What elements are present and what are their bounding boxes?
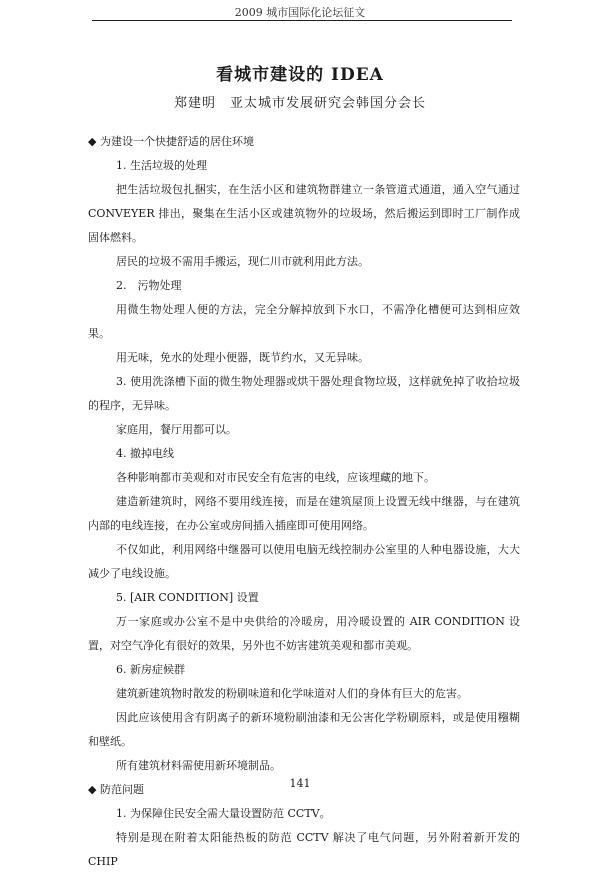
- paragraph: 把生活垃圾包扎捆实，在生活小区和建筑物群建立一条管道式通道，通入空气通过CONVEYER 排出，聚集在生活小区或建筑物外的垃圾场，然后搬运到即时工厂制作成固体燃料。: [88, 183, 520, 244]
- paragraph: 万一家庭或办公室不是中央供给的冷暖房，用冷暖设置的 AIR CONDITION 设置，对空气净化有很好的效果，另外也不妨害建筑美观和都市美观。: [88, 615, 520, 652]
- paragraph: 建造新建筑时，网络不要用线连接，而是在建筑屋顶上设置无线中继器，与在建筑内部的电线连接，在办公室或房间插入插座即可使用网络。: [88, 495, 520, 532]
- paper-body: [88, 130, 520, 874]
- header-rule: [92, 20, 512, 21]
- page-number: 141: [289, 777, 311, 790]
- subsection-heading: 6. 新房症候群: [116, 663, 185, 676]
- section-heading: ◆ 防范问题: [88, 783, 144, 796]
- paragraph: 因此应该使用含有阴离子的新环境粉刷油漆和无公害化学粉刷原料，或是使用糨糊和壁纸。: [88, 711, 520, 748]
- section-heading: ◆ 为建设一个快捷舒适的居住环境: [88, 135, 254, 148]
- subsection-heading: 2. 污物处理: [116, 279, 182, 292]
- author-line: 郑建明 亚太城市发展研究会韩国分会长: [173, 96, 426, 111]
- paragraph: 3. 使用洗涤槽下面的微生物处理器或烘干器处理食物垃圾，这样就免掉了收拾垃圾的程序，无异味。: [88, 375, 520, 412]
- paragraph: 用微生物处理人便的方法，完全分解掉放到下水口，不需净化槽便可达到相应效果。: [88, 303, 520, 340]
- subsection-heading: 5. [AIR CONDITION] 设置: [116, 591, 259, 604]
- paragraph: 用无味，免水的处理小便器，既节约水，又无异味。: [116, 351, 369, 364]
- paragraph: 各种影响都市美观和对市民安全有危害的电线，应该埋藏的地下。: [116, 471, 435, 484]
- paragraph: 建筑新建筑物时散发的粉刷味道和化学味道对人们的身体有巨大的危害。: [116, 687, 468, 700]
- subsection-heading: 1. 生活垃圾的处理: [116, 159, 207, 172]
- paragraph: 所有建筑材料需使用新环境制品。: [116, 759, 281, 772]
- subsection-heading: 4. 撤掉电线: [116, 447, 174, 460]
- paragraph: 居民的垃圾不需用手搬运，现仁川市就利用此方法。: [116, 255, 369, 268]
- paper-title: 看城市建设的 IDEA: [216, 65, 384, 85]
- running-header: 2009 城市国际化论坛征文: [234, 6, 366, 19]
- paragraph: 不仅如此，利用网络中继器可以使用电脑无线控制办公室里的人种电器设施，大大减少了电线设施。: [88, 543, 520, 580]
- subsection-heading: 1. 为保障住民安全需大量设置防范 CCTV。: [116, 807, 331, 820]
- paragraph: 特别是现在附着太阳能热板的防范 CCTV 解决了电气问题，另外附着新开发的 CHIP: [88, 831, 520, 868]
- paragraph: 家庭用，餐厅用都可以。: [116, 423, 237, 436]
